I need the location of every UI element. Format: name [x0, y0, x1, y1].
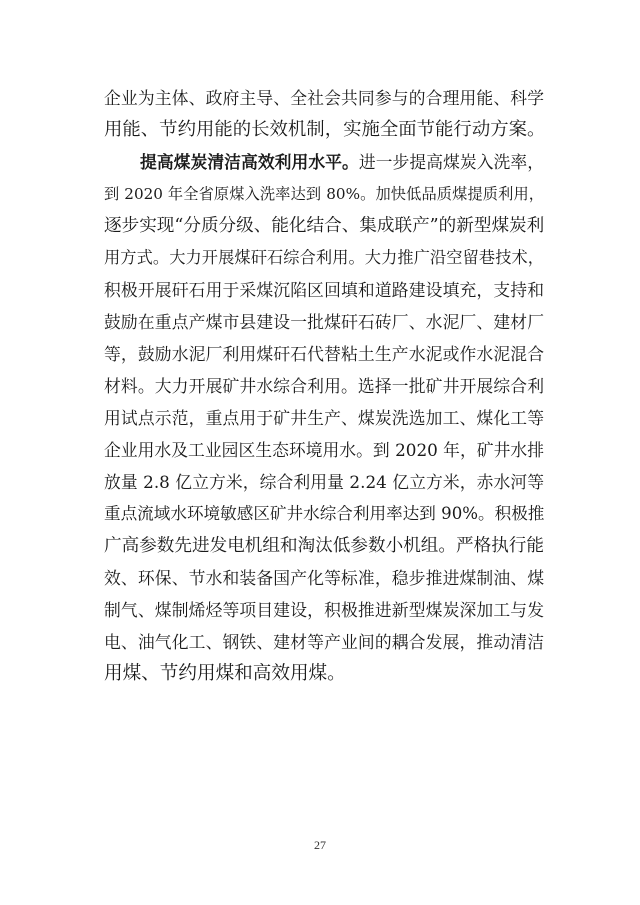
paragraph1-line-2: 用能、节约用能的长效机制，实施全面节能行动方案。 [104, 119, 546, 140]
paragraph2-line: 效、环保、节水和装备国产化等标准，稳步推进煤制油、煤 [104, 568, 544, 588]
paragraph2-line: 制气、煤制烯烃等项目建设，积极推进新型煤炭深加工与发 [104, 600, 544, 620]
paragraph2-line: 放量 2.8 亿立方米，综合利用量 2.24 亿立方米，赤水河等 [104, 472, 544, 492]
paragraph2-heading: 提高煤炭清洁高效利用水平。 [140, 152, 359, 172]
paragraph2-line: 用方式。大力开展煤矸石综合利用。大力推广沿空留巷技术， [104, 248, 544, 267]
paragraph1-line-1: 企业为主体、政府主导、全社会共同参与的合理用能、科学 [104, 88, 544, 108]
paragraph2-line: 企业用水及工业园区生态环境用水。到 2020 年，矿井水排 [104, 440, 544, 460]
paragraph2-line: 鼓励在重点产煤市县建设一批煤矸石砖厂、水泥厂、建材厂 [104, 312, 544, 332]
paragraph2-line: 材料。大力开展矿井水综合利用。选择一批矿井开展综合利 [104, 376, 544, 396]
paragraph2-line: 积极开展矸石用于采煤沉陷区回填和道路建设填充，支持和 [104, 280, 544, 300]
paragraph2-line: 广高参数先进发电机组和淘汰低参数小机组。严格执行能 [104, 536, 544, 556]
paragraph2-line: 等，鼓励水泥厂利用煤矸石代替粘土生产水泥或作水泥混合 [104, 344, 544, 364]
paragraph2-line-last: 用煤、节约用煤和高效用煤。 [104, 663, 346, 684]
paragraph2-line: 用试点示范，重点用于矿井生产、煤炭洗选加工、煤化工等 [104, 408, 544, 428]
paragraph2-first-line-rest: 进一步提高煤炭入洗率， [358, 152, 544, 172]
paragraph2-line: 到 2020 年全省原煤入洗率达到 80%。加快低品质煤提质利用， [104, 185, 544, 203]
paragraph2-line: 电、油气化工、钢铁、建材等产业间的耦合发展，推动清洁 [104, 632, 544, 652]
paragraph2-first-line [140, 150, 544, 174]
paragraph2-line: 重点流域水环境敏感区矿井水综合利用率达到 90%。积极推 [104, 504, 545, 523]
paragraph2-line: 逐步实现“分质分级、能化结合、集成联产”的新型煤炭利 [104, 216, 545, 236]
page-number: 27 [314, 838, 326, 852]
